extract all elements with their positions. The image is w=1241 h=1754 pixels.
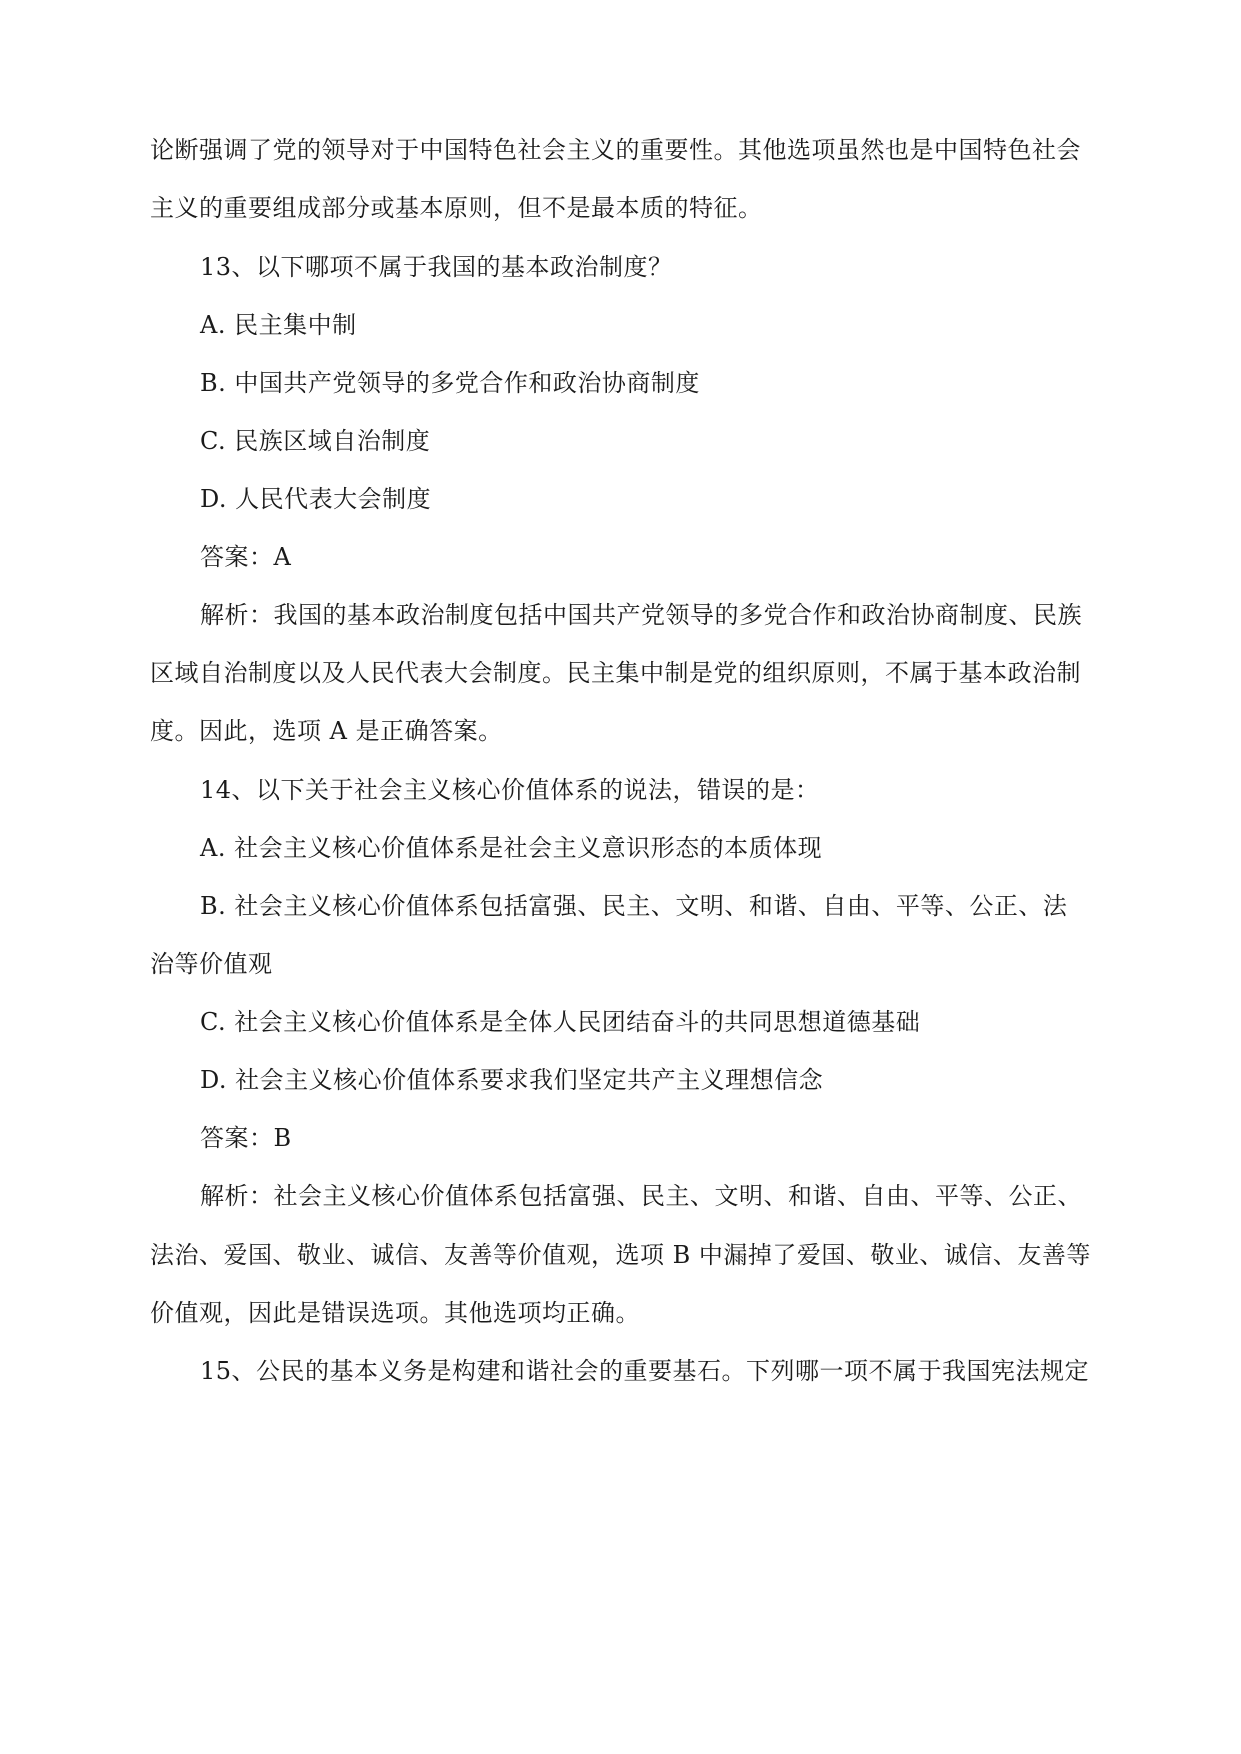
question-14-option-a: A. 社会主义核心价值体系是社会主义意识形态的本质体现	[200, 834, 823, 862]
question-13-analysis: 解析：我国的基本政治制度包括中国共产党领导的多党合作和政治协商制度、民族	[200, 601, 1082, 629]
question-14-stem: 14、以下关于社会主义核心价值体系的说法，错误的是：	[200, 776, 820, 804]
text-line: 区域自治制度以及人民代表大会制度。民主集中制是党的组织原则，不属于基本政治制	[150, 659, 1081, 687]
text-line: 法治、爱国、敬业、诚信、友善等价值观，选项 B 中漏掉了爱国、敬业、诚信、友善等	[150, 1241, 1091, 1269]
question-14-analysis: 解析：社会主义核心价值体系包括富强、民主、文明、和谐、自由、平等、公正、	[200, 1182, 1082, 1210]
text-line: 主义的重要组成部分或基本原则，但不是最本质的特征。	[150, 194, 763, 222]
question-13-answer: 答案：A	[200, 543, 292, 571]
question-13-option-d: D. 人民代表大会制度	[200, 485, 432, 513]
question-14-option-d: D. 社会主义核心价值体系要求我们坚定共产主义理想信念	[200, 1066, 824, 1094]
text-line: 价值观，因此是错误选项。其他选项均正确。	[150, 1299, 640, 1327]
text-line: 论断强调了党的领导对于中国特色社会主义的重要性。其他选项虽然也是中国特色社会	[150, 136, 1081, 164]
question-14-option-c: C. 社会主义核心价值体系是全体人民团结奋斗的共同思想道德基础	[200, 1008, 921, 1036]
question-15-stem: 15、公民的基本义务是构建和谐社会的重要基石。下列哪一项不属于我国宪法规定	[200, 1357, 1090, 1385]
question-13-option-c: C. 民族区域自治制度	[200, 427, 431, 455]
question-14-answer: 答案：B	[200, 1124, 292, 1152]
text-line: 度。因此，选项 A 是正确答案。	[150, 717, 503, 745]
question-13-option-b: B. 中国共产党领导的多党合作和政治协商制度	[200, 369, 700, 397]
question-13-option-a: A. 民主集中制	[200, 311, 357, 339]
text-line: 治等价值观	[150, 950, 273, 978]
question-13-stem: 13、以下哪项不属于我国的基本政治制度？	[200, 253, 673, 281]
question-14-option-b: B. 社会主义核心价值体系包括富强、民主、文明、和谐、自由、平等、公正、法	[200, 892, 1068, 920]
